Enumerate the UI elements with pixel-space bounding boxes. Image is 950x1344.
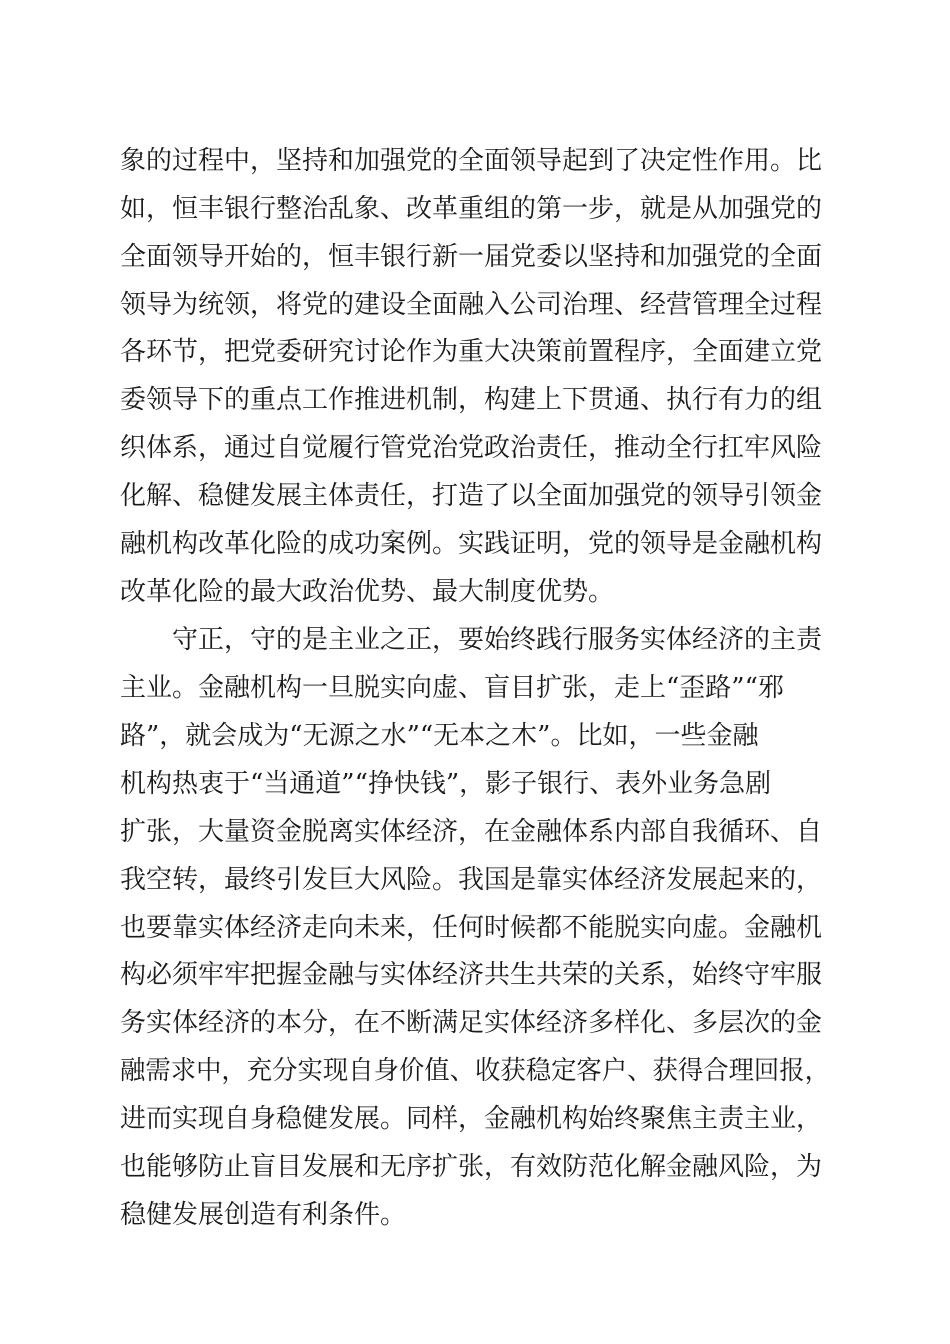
text-line: 各环节，把党委研究讨论作为重大决策前置程序，全面建立党 (120, 337, 823, 367)
text-line: 织体系，通过自觉履行管党治党政治责任，推动全行扛牢风险 (120, 433, 823, 463)
text-line: 主业。金融机构一旦脱实向虚、盲目扩张，走上“歪路”“邪 (120, 673, 784, 703)
text-line: 机构热衷于“当通道”“挣快钱”，影子银行、表外业务急剧 (120, 769, 772, 799)
text-line: 也要靠实体经济走向未来，任何时候都不能脱实向虚。金融机 (120, 913, 823, 943)
text-line: 务实体经济的本分，在不断满足实体经济多样化、多层次的金 (120, 1008, 823, 1038)
text-line-indented: 守正，守的是主业之正，要始终践行服务实体经济的主责 (172, 625, 823, 655)
text-line: 委领导下的重点工作推进机制，构建上下贯通、执行有力的组 (120, 385, 823, 415)
text-line: 全面领导开始的，恒丰银行新一届党委以坚持和加强党的全面 (120, 242, 823, 272)
text-line: 扩张，大量资金脱离实体经济，在金融体系内部自我循环、自 (120, 817, 823, 847)
text-line: 改革化险的最大政治优势、最大制度优势。 (120, 577, 615, 607)
text-line: 构必须牢牢把握金融与实体经济共生共荣的关系，始终守牢服 (120, 960, 823, 990)
text-line: 领导为统领，将党的建设全面融入公司治理、经营管理全过程 (120, 290, 823, 320)
text-line: 路”，就会成为“无源之水”“无本之木”。比如，一些金融 (120, 721, 759, 751)
text-line: 如，恒丰银行整治乱象、改革重组的第一步，就是从加强党的 (120, 194, 823, 224)
text-line: 融需求中，充分实现自身价值、收获稳定客户、获得合理回报， (120, 1056, 831, 1086)
text-line: 进而实现自身稳健发展。同样，金融机构始终聚焦主责主业， (120, 1104, 823, 1134)
text-line: 融机构改革化险的成功案例。实践证明，党的领导是金融机构 (120, 529, 823, 559)
text-line: 也能够防止盲目发展和无序扩张，有效防范化解金融风险，为 (120, 1152, 823, 1182)
text-line: 象的过程中，坚持和加强党的全面领导起到了决定性作用。比 (120, 146, 823, 176)
text-line: 我空转，最终引发巨大风险。我国是靠实体经济发展起来的， (120, 865, 823, 895)
text-line: 化解、稳健发展主体责任，打造了以全面加强党的领导引领金 (120, 481, 823, 511)
text-line: 稳健发展创造有利条件。 (120, 1200, 407, 1230)
